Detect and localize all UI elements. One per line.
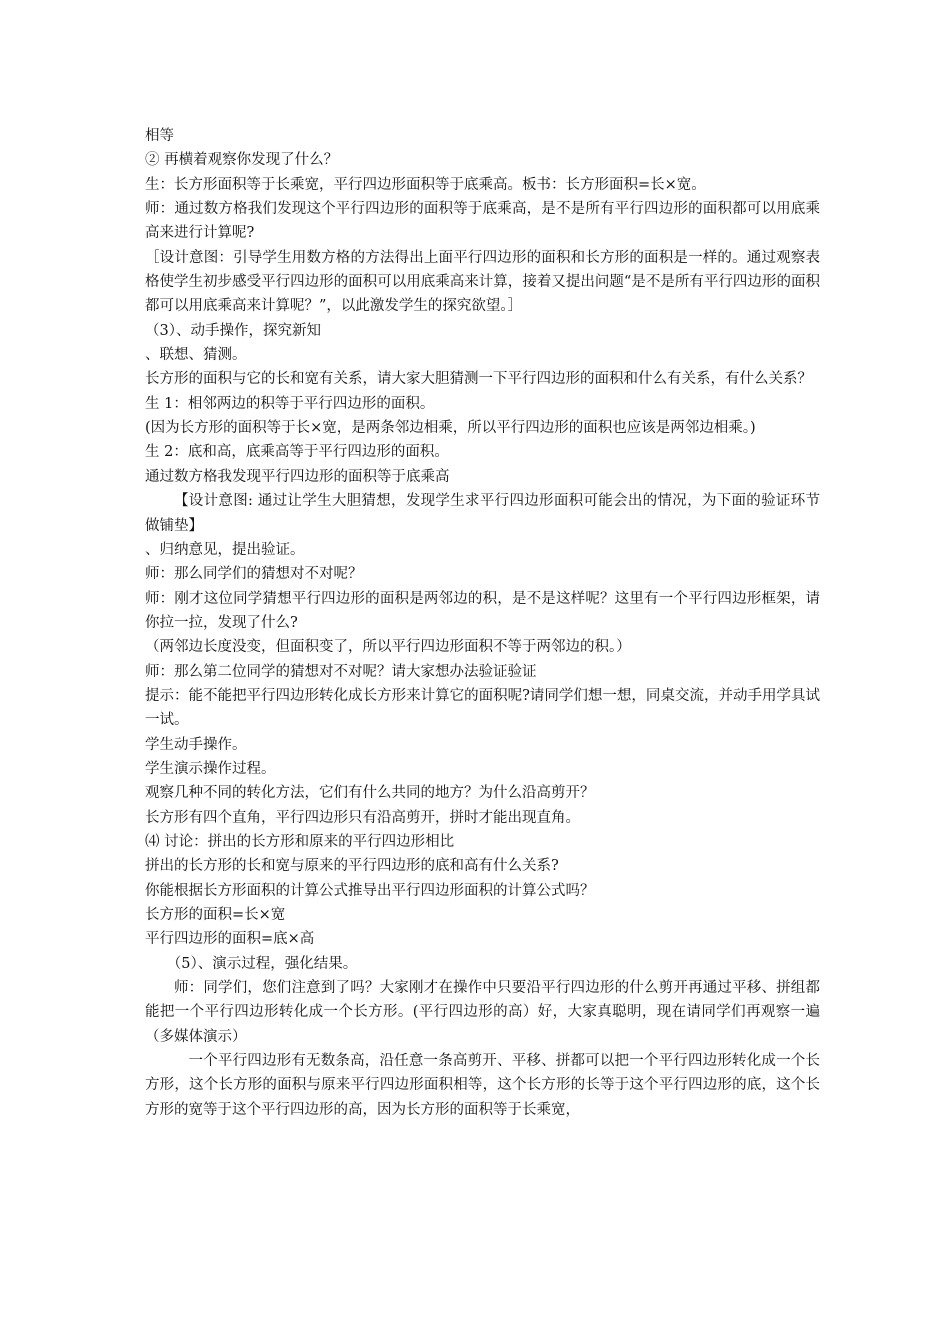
paragraph-12: 通过数方格我发现平行四边形的面积等于底乘高 [145, 468, 450, 485]
document-page [145, 124, 820, 1122]
paragraph-11: 生 2：底和高，底乘高等于平行四边形的面积。 [145, 444, 449, 461]
paragraph-4: 师：通过数方格我们发现这个平行四边形的面积等于底乘高，是不是所有平行四边形的面积都可以用底乘高来进行计算呢? [145, 201, 820, 242]
design-intent-2: 【设计意图: 通过让学生大胆猜想，发现学生求平行四边形面积可能会出的情况，为下面的验证环节做铺垫】 [145, 493, 820, 534]
paragraph-31: 一个平行四边形有无数条高，沿任意一条高剪开、平移、拼都可以把一个平行四边形转化成一个长方形，这个长方形的面积与原来平行四边形面积相等，这个长方形的长等于这个平行四边形的底，这个长方形的宽等于这个平行四边形的高，因为长方形的面积等于长乘宽， [145, 1053, 820, 1118]
paragraph-22: 观察几种不同的转化方法，它们有什么共同的地方？为什么沿高剪开？ [145, 785, 595, 802]
paragraph-7: 、联想、猜测。 [145, 347, 247, 364]
paragraph-20: 学生动手操作。 [145, 736, 247, 753]
section-heading-3: （3）、动手操作，探究新知 [145, 322, 321, 339]
paragraph-1: 相等 [145, 128, 174, 144]
paragraph-19: 提示：能不能把平行四边形转化成长方形来计算它的面积呢?请同学们想一想，同桌交流，并动手用学具试一试。 [145, 687, 820, 729]
paragraph-17: （两邻边长度没变，但面积变了，所以平行四边形面积不等于两邻边的积。） [145, 639, 631, 656]
paragraph-9: 生 1：相邻两边的积等于平行四边形的面积。 [145, 395, 435, 412]
paragraph-24: ⑷ 讨论：拼出的长方形和原来的平行四边形相比 [145, 833, 455, 850]
paragraph-16: 师：刚才这位同学猜想平行四边形的面积是两邻边的积，是不是这样呢？这里有一个平行四边形框架，请你拉一拉，发现了什么? [145, 590, 820, 631]
paragraph-18: 师：那么第二位同学的猜想对不对呢？请大家想办法验证验证 [145, 663, 537, 680]
paragraph-21: 学生演示操作过程。 [145, 760, 276, 777]
paragraph-30: 师：同学们，您们注意到了吗？大家刚才在操作中只要沿平行四边形的什么剪开再通过平移、拼组都能把一个平行四边形转化成一个长方形。(平行四边形的高）好，大家真聪明，现在请同学们再观察一遍（多媒体演示） [145, 980, 820, 1045]
paragraph-10: (因为长方形的面积等于长×宽，是两条邻边相乘，所以平行四边形的面积也应该是两邻边相乘。) [145, 420, 756, 437]
paragraph-2: ② 再横着观察你发现了什么？ [145, 152, 339, 169]
paragraph-15: 师：那么同学们的猜想对不对呢？ [145, 566, 363, 583]
formula-parallelogram: 平行四边形的面积=底×高 [145, 931, 315, 948]
formula-rectangle: 长方形的面积=长×宽 [145, 907, 286, 923]
paragraph-8: 长方形的面积与它的长和宽有关系，请大家大胆猜测一下平行四边形的面积和什么有关系，有什么关系？ [145, 371, 812, 388]
paragraph-25: 拼出的长方形的长和宽与原来的平行四边形的底和高有什么关系? [145, 858, 559, 875]
design-intent-1: ［设计意图：引导学生用数方格的方法得出上面平行四边形的面积和长方形的面积是一样的。通过观察表格使学生初步感受平行四边形的面积可以用底乘高来计算，接着又提出问题“是不是所有平行四边形的面积都可以用底乘高来计算呢？”，以此激发学生的探究欲望。］ [145, 249, 820, 315]
paragraph-14: 、归纳意见，提出验证。 [145, 541, 305, 558]
paragraph-3: 生：长方形面积等于长乘宽，平行四边形面积等于底乘高。板书：长方形面积=长×宽。 [145, 176, 706, 193]
paragraph-23: 长方形有四个直角，平行四边形只有沿高剪开，拼时才能出现直角。 [145, 809, 580, 826]
section-heading-5: （5）、演示过程，强化结果。 [166, 955, 358, 972]
paragraph-26: 你能根据长方形面积的计算公式推导出平行四边形面积的计算公式吗？ [145, 882, 595, 899]
